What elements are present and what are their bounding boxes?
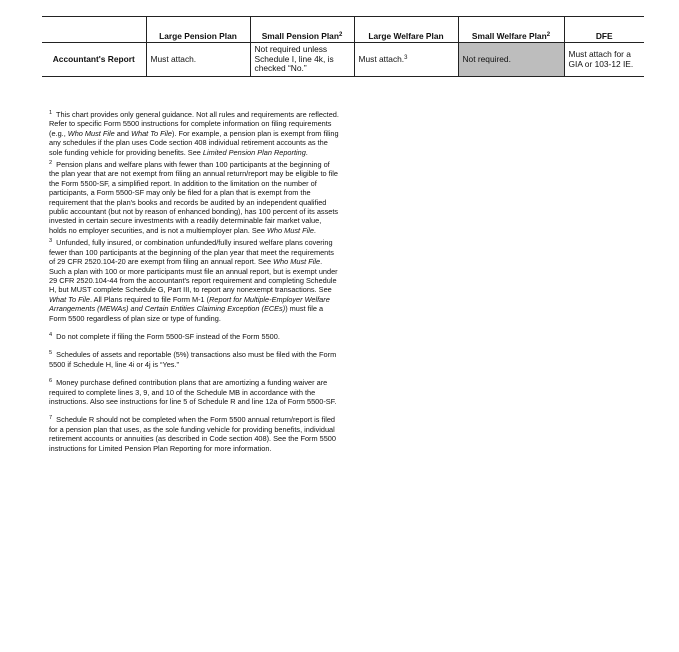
footnote-number: 1	[49, 110, 53, 116]
filing-requirements-table	[42, 16, 644, 77]
cell-small-pension: Not required unless Schedule I, line 4k, is checked “No.”	[250, 43, 354, 77]
footnote-number: 7	[49, 415, 53, 422]
row-label-accountants-report: Accountant's Report	[52, 53, 135, 64]
footnotes-section	[49, 110, 339, 456]
footnote-text: ) must file a Form 5500 regardless of plan size or type of funding.	[49, 304, 324, 323]
footnote-text: Schedules of assets and reportable (5%) transactions also must be filed with the Form 5500 if Schedule H, line 4i or 4j is “Yes.”	[49, 350, 337, 369]
footnote-emphasis: Limited Pension Plan Reporting	[202, 147, 306, 157]
footnote-text: .	[313, 225, 316, 235]
footnote-text: ). For example, a pension plan is exempt from filing any schedules if the plan uses Code section 408 individual retirement accounts as the sole funding vehicle for providing benefits. See	[49, 128, 339, 157]
header-small-pension-plan	[250, 17, 354, 43]
footnote-text: and	[114, 128, 132, 138]
header-small-pension-plan-label: Small Pension Plan	[261, 30, 339, 41]
footnote-emphasis: Report for Multiple-Employer Welfare Arrangements (MEWAs) and Certain Entities Claiming Exception (ECEs)	[49, 294, 330, 314]
header-large-pension-plan-label: Large Pension Plan	[159, 30, 237, 41]
footnote-text: . Such a plan with 100 or more participants must file an annual report, but is exempt under 29 CFR 2520.104-44 from the accountant's report requirement and completing Schedule H, but MUST complete Schedule G, Part III, to report any nonexempt transactions. See	[49, 257, 338, 295]
header-blank	[42, 17, 146, 43]
header-large-pension-plan	[146, 17, 250, 43]
footnote-text: . All Plans required to file Form M-1 (	[89, 294, 210, 304]
footnote-text: Pension plans and welfare plans with fewer than 100 participants at the beginning of the plan year that are not exempt from filing an annual return/report may be eligible to file the Form 5500-SF, a simplified report. In addition to the limitation on the number of participants, a Form 5500-SF may only be filed for a plan that is exempt from the requirement that the plan's books and records be audited by an independent qualified public accountant (but not by reason of enhanced bonding), has 100 percent of its assets invested in certain secure investments with a readily determinable fair market value, holds no employer securities, and is not a multiemployer plan. See	[49, 160, 339, 235]
footnote-emphasis: Who Must File	[67, 128, 115, 138]
footnote-ref-3: 3	[404, 54, 408, 61]
footnote-emphasis: Who Must File	[273, 257, 321, 267]
table-header-row	[42, 17, 644, 43]
header-large-welfare-plan-label: Large Welfare Plan	[368, 30, 444, 41]
cell-large-welfare-text: Must attach.	[358, 53, 405, 64]
footnote-text: Money purchase defined contribution plans that are amortizing a funding waiver are required to complete lines 3, 9, and 10 of the Schedule MB in accordance with the instructions. Also see instructions for line 5 of Schedule R and line 12a of Form 5500-SF.	[49, 378, 337, 406]
footnote-7	[49, 415, 339, 453]
footnote-text: This chart provides only general guidance. Not all rules and requirements are reflected. Refer to specific Form 5500 instructions for complete information on filing requirements (e.g.,	[49, 110, 339, 138]
cell-small-welfare: Not required.	[458, 43, 564, 77]
footnote-5	[49, 350, 339, 369]
header-dfe-label: DFE	[595, 30, 613, 41]
footnote-emphasis: What To File	[49, 294, 90, 304]
cell-large-pension: Must attach.	[146, 43, 250, 77]
footnote-3	[49, 238, 339, 323]
footnote-number: 5	[49, 350, 53, 357]
footnote-number: 4	[49, 331, 53, 338]
footnote-4	[49, 332, 339, 341]
footnote-1	[49, 110, 339, 157]
footnote-text: Do not complete if filing the Form 5500-SF instead of the Form 5500.	[56, 331, 280, 341]
footnote-number: 2	[49, 160, 53, 167]
footnote-ref-2: 2	[546, 31, 551, 38]
header-large-welfare-plan	[354, 17, 458, 43]
footnote-number: 6	[49, 378, 53, 385]
cell-large-welfare	[354, 43, 458, 77]
footnote-text: Unfunded, fully insured, or combination unfunded/fully insured welfare plans covering fewer than 100 participants at the beginning of the plan year that meet the requirements of 29 CFR 2520.104-20 are exempt from filing an annual report. See	[49, 238, 334, 267]
header-small-welfare-plan	[458, 17, 564, 43]
header-dfe	[564, 17, 644, 43]
footnote-text: Schedule R should not be completed when the Form 5500 annual return/report is filed for a pension plan that uses, as the sole funding vehicle for providing benefits, individual retirement accounts or annuities (as described in Code section 408). See the Form 5500 instructions for Limited Pension Plan Reporting for more information.	[49, 415, 336, 453]
header-small-welfare-plan-label: Small Welfare Plan	[471, 30, 547, 41]
table-row	[42, 43, 644, 77]
footnote-6	[49, 378, 339, 406]
footnote-ref-2: 2	[338, 31, 343, 38]
footnote-text: .	[305, 147, 308, 157]
footnote-number: 3	[49, 238, 53, 245]
cell-dfe: Must attach for a GIA or 103-12 IE.	[564, 43, 644, 77]
footnote-2	[49, 160, 339, 235]
footnote-emphasis: Who Must File	[266, 225, 314, 235]
footnote-emphasis: What To File	[131, 128, 173, 138]
